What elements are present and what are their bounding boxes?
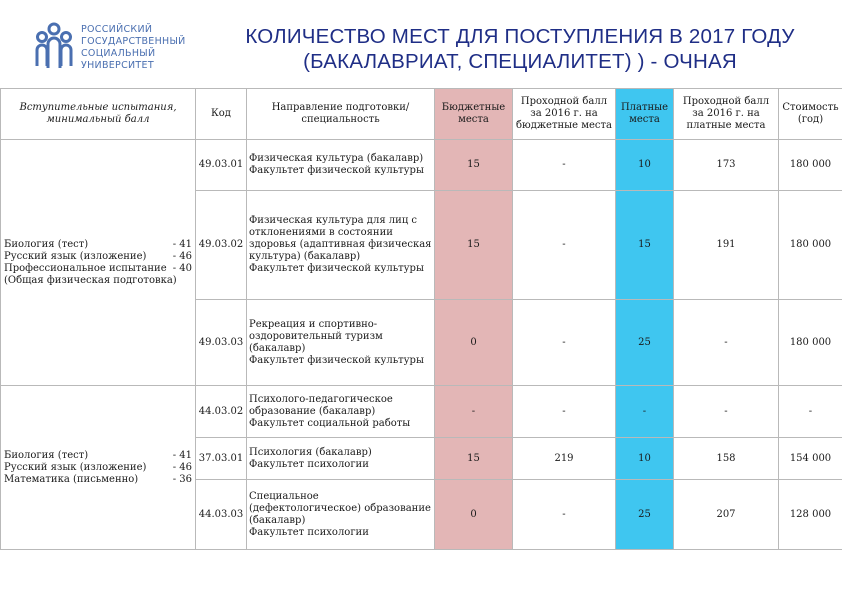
faculty-name: Факультет социальной работы xyxy=(249,417,411,429)
paid-places: - xyxy=(616,386,674,438)
exam-line xyxy=(4,263,192,275)
logo-line: СОЦИАЛЬНЫЙ xyxy=(81,48,156,59)
budget-places: 15 xyxy=(435,140,513,191)
exam-subject: (Общая физическая подготовка) xyxy=(4,274,177,286)
admission-table xyxy=(0,88,842,550)
exam-subject: Биология (тест) xyxy=(4,238,89,250)
program-direction xyxy=(247,300,435,386)
paid-score: - xyxy=(674,300,779,386)
exam-requirements-2 xyxy=(1,386,196,550)
program-direction xyxy=(247,191,435,300)
direction-name: Физическая культура (бакалавр) xyxy=(249,153,424,164)
faculty-name: Факультет физической культуры xyxy=(249,354,424,366)
budget-places: 15 xyxy=(435,191,513,300)
exam-line xyxy=(4,474,192,486)
exam-score: - 46 xyxy=(172,250,192,262)
budget-places: 0 xyxy=(435,480,513,550)
cost: 180 000 xyxy=(779,300,842,386)
exam-score: - 41 xyxy=(172,449,192,461)
program-code: 49.03.02 xyxy=(196,191,247,300)
faculty-name: Факультет психологии xyxy=(249,526,369,538)
page-title xyxy=(200,24,840,74)
logo-line: ГОСУДАРСТВЕННЫЙ xyxy=(81,36,186,47)
paid-places: 15 xyxy=(616,191,674,300)
exam-subject: Профессиональное испытание xyxy=(4,262,167,274)
paid-score: 191 xyxy=(674,191,779,300)
table-row xyxy=(1,140,842,191)
program-direction xyxy=(247,386,435,438)
paid-score: 158 xyxy=(674,438,779,480)
exam-score: - 46 xyxy=(172,461,192,473)
cost: 180 000 xyxy=(779,191,842,300)
header-paid-score: Проходной балл за 2016 г. на платные места xyxy=(674,89,779,140)
paid-score: - xyxy=(674,386,779,438)
exam-line xyxy=(4,462,192,474)
paid-score: 173 xyxy=(674,140,779,191)
header-code: Код xyxy=(196,89,247,140)
budget-score: 219 xyxy=(513,438,616,480)
exam-line xyxy=(4,450,192,462)
cost: - xyxy=(779,386,842,438)
direction-name: Психология (бакалавр) xyxy=(249,446,372,458)
exam-subject: Биология (тест) xyxy=(4,449,89,461)
exam-subject: Русский язык (изложение) xyxy=(4,461,147,473)
paid-places: 10 xyxy=(616,140,674,191)
paid-places: 25 xyxy=(616,480,674,550)
header-paid-places: Платные места xyxy=(616,89,674,140)
title-line-1: КОЛИЧЕСТВО МЕСТ ДЛЯ ПОСТУПЛЕНИЯ В 2017 ГОДУ xyxy=(245,25,795,48)
cost: 154 000 xyxy=(779,438,842,480)
paid-score: 207 xyxy=(674,480,779,550)
faculty-name: Факультет физической культуры xyxy=(249,263,424,274)
table-row xyxy=(1,386,842,438)
exam-score: - 36 xyxy=(172,473,192,485)
title-line-2: (БАКАЛАВРИАТ, СПЕЦИАЛИТЕТ) ) - ОЧНАЯ xyxy=(303,50,737,73)
exam-subject: Математика (письменно) xyxy=(4,473,139,485)
direction-name: Физическая культура для лиц с отклонениями в состоянии здоровья (адаптивная физическая культура) (бакалавр) xyxy=(249,215,432,262)
budget-score: - xyxy=(513,191,616,300)
faculty-name: Факультет физической культуры xyxy=(249,165,424,176)
direction-name: Специальное (дефектологическое) образование (бакалавр) xyxy=(249,490,431,526)
program-code: 44.03.02 xyxy=(196,386,247,438)
faculty-name: Факультет психологии xyxy=(249,458,369,470)
budget-score: - xyxy=(513,386,616,438)
header-direction: Направление подготовки/ специальность xyxy=(247,89,435,140)
program-code: 37.03.01 xyxy=(196,438,247,480)
direction-name: Психолого-педагогическое образование (бакалавр) xyxy=(249,393,393,417)
exam-line xyxy=(4,251,192,263)
people-logo-icon xyxy=(34,22,74,70)
university-logo xyxy=(34,14,204,84)
header-budget-places: Бюджетные места xyxy=(435,89,513,140)
paid-places: 25 xyxy=(616,300,674,386)
header-budget-score: Проходной балл за 2016 г. на бюджетные места xyxy=(513,89,616,140)
exam-score: - 40 xyxy=(172,262,192,274)
logo-text xyxy=(81,24,186,72)
program-direction xyxy=(247,438,435,480)
budget-score: - xyxy=(513,300,616,386)
logo-line: УНИВЕРСИТЕТ xyxy=(81,60,154,71)
program-direction xyxy=(247,480,435,550)
budget-places: 15 xyxy=(435,438,513,480)
header-cost: Стоимость (год) xyxy=(779,89,842,140)
exam-line xyxy=(4,239,192,251)
program-code: 49.03.03 xyxy=(196,300,247,386)
program-code: 44.03.03 xyxy=(196,480,247,550)
budget-places: 0 xyxy=(435,300,513,386)
paid-places: 10 xyxy=(616,438,674,480)
cost: 180 000 xyxy=(779,140,842,191)
budget-score: - xyxy=(513,480,616,550)
direction-name: Рекреация и спортивно-оздоровительный туризм (бакалавр) xyxy=(249,318,383,354)
exam-subject: Русский язык (изложение) xyxy=(4,250,147,262)
header-exams: Вступительные испытания, минимальный балл xyxy=(1,89,196,140)
logo-line: РОССИЙСКИЙ xyxy=(81,24,153,35)
cost: 128 000 xyxy=(779,480,842,550)
budget-score: - xyxy=(513,140,616,191)
exam-score: - 41 xyxy=(172,238,192,250)
budget-places: - xyxy=(435,386,513,438)
exam-line xyxy=(4,275,192,287)
program-code: 49.03.01 xyxy=(196,140,247,191)
header-row xyxy=(1,89,842,140)
program-direction xyxy=(247,140,435,191)
exam-requirements-1 xyxy=(1,140,196,386)
